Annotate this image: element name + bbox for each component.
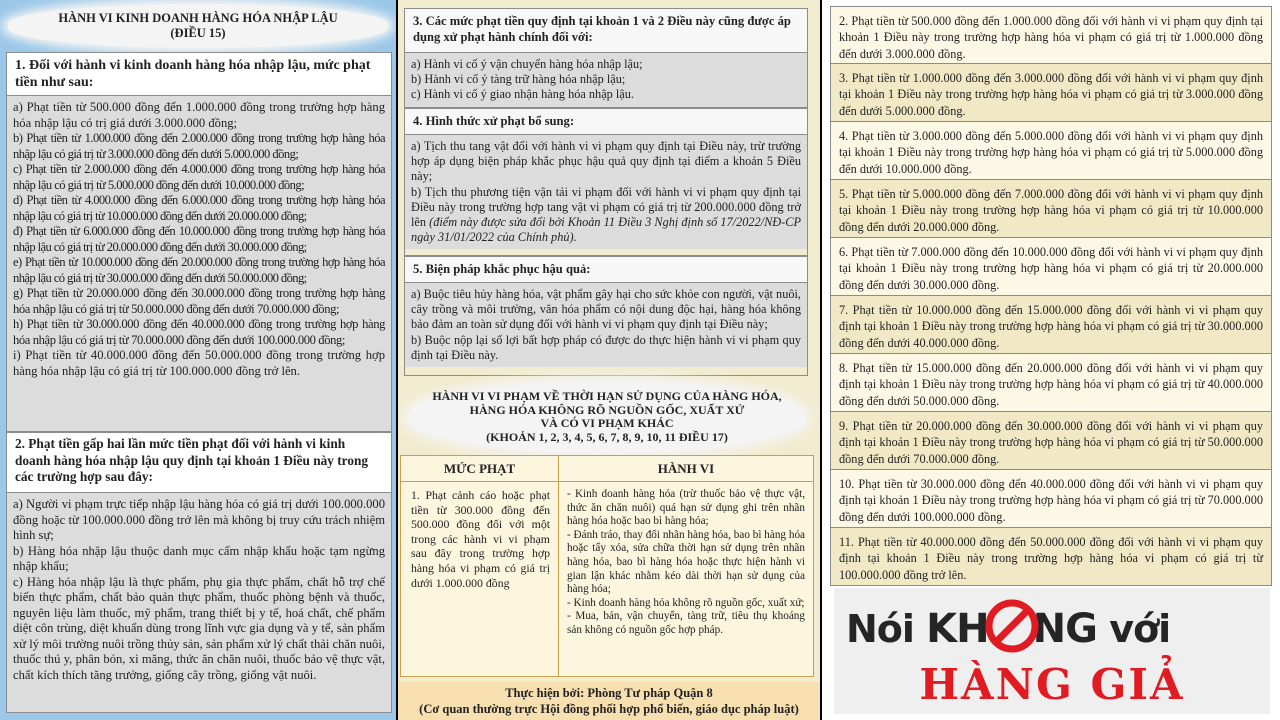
article-17-title-line: HÀNG HÓA KHÔNG RÕ NGUỒN GỐC, XUẤT XỨ xyxy=(469,402,745,417)
section-5-body xyxy=(405,283,807,367)
section-3-item: b) Hành vi cố ý tàng trữ hàng hóa nhập lậu; xyxy=(411,72,626,87)
penalty-list-item: 9. Phạt tiền từ 20.000.000 đồng đến 30.000.000 đồng đối với hành vi vi phạm quy định tại khoản 1 Điều này trong trường hợp hàng hóa vi phạm có giá trị từ 50.000.000 đồng đến dưới 70.000.000 đồng. xyxy=(830,412,1272,470)
section-5-heading: 5. Biện pháp khắc phục hậu quả: xyxy=(405,257,807,283)
logo-word-noi: Nói xyxy=(846,607,914,651)
penalty-list xyxy=(830,6,1272,586)
prohibition-icon xyxy=(982,596,1042,656)
section-4-item-b xyxy=(411,185,801,246)
logo-word-voi: với xyxy=(1109,607,1171,651)
penalty-list-item: 8. Phạt tiền từ 15.000.000 đồng đến 20.000.000 đồng đối với hành vi vi phạm quy định tại khoản 1 Điều này trong trường hợp hàng hóa vi phạm có giá trị từ 40.000.000 đồng đến dưới 50.000.000 đồng. xyxy=(830,354,1272,412)
penalty-cell: 1. Phạt cảnh cáo hoặc phạt tiền từ 300.000 đồng đến 500.000 đồng đối với một trong các hành vi vi phạm sau đây trong trường hợp hàng hóa vi phạm có giá trị dưới 1.000.000 đồng xyxy=(401,482,559,676)
logo-word-khong-start: KH xyxy=(926,606,989,652)
credits-line1: Thực hiện bởi: Phòng Tư pháp Quận 8 xyxy=(505,686,713,700)
section-4-item-a: a) Tịch thu tang vật đối với hành vi vi phạm quy định tại Điều này, trừ trường hợp áp dụng biện pháp khắc phục hậu quả quy định tại điểm a khoản 5 Điều này; xyxy=(411,139,801,184)
logo-slogan-line2: HÀNG GIẢ xyxy=(919,660,1185,709)
behavior-item: - Mua, bán, vận chuyển, tàng trữ, tiêu thụ khoáng sản không có nguồn gốc hợp pháp. xyxy=(567,610,805,636)
section-2-heading: 2. Phạt tiền gấp hai lần mức tiền phạt đối với hành vi kinh doanh hàng hóa nhập lậu quy định tại khoản 1 Điều này trong các trường hợp sau đây: xyxy=(7,433,391,493)
penalty-list-item: 2. Phạt tiền từ 500.000 đồng đến 1.000.000 đồng đối với hành vi vi phạm quy định tại khoản 1 Điều này trong trường hợp hàng hóa vi phạm có giá trị từ 1.000.000 đồng đến dưới 3.000.000 đồng. xyxy=(830,6,1272,64)
article-15-panel xyxy=(0,0,396,720)
section-5-box xyxy=(404,256,808,376)
section-5-item: a) Buộc tiêu hủy hàng hóa, vật phẩm gây hại cho sức khỏe con người, vật nuôi, cây trồng và môi trường, văn hóa phẩm có nội dung độc hại, hàng hóa không bảo đảm an toàn sử dụng đối với hành vi vi phạm quy định tại Điều này; xyxy=(411,287,801,332)
section-1-item: d) Phạt tiền từ 4.000.000 đồng đến 6.000.000 đồng trong trường hợp hàng hóa nhập lậu có giá trị từ 10.000.000 đồng đến dưới 20.000.000 đồng; xyxy=(13,193,385,223)
section-2-body xyxy=(7,493,391,712)
penalty-list-item: 10. Phạt tiền từ 30.000.000 đồng đến 40.000.000 đồng đối với hành vi vi phạm quy định tại khoản 1 Điều này trong trường hợp hàng hóa vi phạm có giá trị từ 70.000.000 đồng đến dưới 100.000.000 đồng. xyxy=(830,470,1272,528)
logo-word-khong-end: NG xyxy=(1032,606,1097,652)
penalty-column-header: MỨC PHẠT xyxy=(401,456,559,482)
article-17-title xyxy=(410,382,804,452)
penalty-table xyxy=(400,455,814,677)
article-15-title xyxy=(8,4,388,48)
section-2-item: c) Hàng hóa nhập lậu là thực phẩm, phụ gia thực phẩm, chất hỗ trợ chế biến thực phẩm, chất bảo quản thực phẩm, thuốc phòng bệnh và thuốc, nguyên liệu làm thuốc, mỹ phẩm, trang thiết bị y tế, hoá chất, chế phẩm diệt côn trùng, diệt khuẩn dùng trong lĩnh vực gia dụng và y tế, sản phẩm xử lý môi trường nuôi trồng thủy sản, sản phẩm xử lý chất thải chăn nuôi, thuốc thú y, phân bón, xi măng, thức ăn chăn nuôi, thuốc bảo vệ thực vật, chất kích thích tăng trưởng, giống cây trồng, giống vật nuôi. xyxy=(13,574,385,682)
section-2-item: b) Hàng hóa nhập lậu thuộc danh mục cấm nhập khẩu hoặc tạm ngừng nhập khẩu; xyxy=(13,543,385,573)
penalty-list-item: 4. Phạt tiền từ 3.000.000 đồng đến 5.000.000 đồng đối với hành vi vi phạm quy định tại khoản 1 Điều này trong trường hợp hàng hóa vi phạm có giá trị từ 5.000.000 đồng đến dưới 10.000.000 đồng. xyxy=(830,122,1272,180)
article-15-title-line2: (ĐIỀU 15) xyxy=(170,26,226,40)
penalty-list-item: 6. Phạt tiền từ 7.000.000 đồng đến 10.000.000 đồng đối với hành vi vi phạm quy định tại khoản 1 Điều này trong trường hợp hàng hóa vi phạm có giá trị từ 20.000.000 đồng đến dưới 30.000.000 đồng. xyxy=(830,238,1272,296)
section-1-item: i) Phạt tiền từ 40.000.000 đồng đến 50.000.000 đồng trong trường hợp hàng hóa nhập lậu có giá trị từ 100.000.000 đồng trở lên. xyxy=(13,348,385,378)
section-1-item: đ) Phạt tiền từ 6.000.000 đồng đến 10.000.000 đồng trong trường hợp hàng hóa nhập lậu có giá trị từ 20.000.000 đồng đến dưới 30.000.000 đồng; xyxy=(13,224,385,254)
section-3-item: c) Hành vi cố ý giao nhận hàng hóa nhập lậu. xyxy=(411,87,634,102)
credits-footer xyxy=(398,682,820,720)
section-2-box xyxy=(6,432,392,713)
credits-line2: (Cơ quan thường trực Hội đồng phối hợp phổ biến, giáo dục pháp luật) xyxy=(419,701,799,716)
section-3-heading: 3. Các mức phạt tiền quy định tại khoản 1 và 2 Điều này cũng được áp dụng xử phạt hành chính đối với: xyxy=(405,9,807,53)
section-1-item: c) Phạt tiền từ 2.000.000 đồng đến 4.000.000 đồng trong trường hợp hàng hóa nhập lậu có giá trị từ 5.000.000 đồng đến dưới 10.000.000 đồng; xyxy=(13,162,385,192)
article-17-title-line: HÀNH VI VI PHẠM VỀ THỜI HẠN SỬ DỤNG CỦA HÀNG HÓA, xyxy=(432,389,782,403)
section-4-heading: 4. Hình thức xử phạt bổ sung: xyxy=(405,109,807,135)
behavior-item: - Kinh doanh hàng hóa không rõ nguồn gốc, xuất xứ; xyxy=(567,596,805,609)
section-2-item: a) Người vi phạm trực tiếp nhập lậu hàng hóa có giá trị dưới 100.000.000 đồng hoặc từ 100.000.000 đồng trở lên mà không bị truy cứu trách nhiệm hình sự; xyxy=(13,497,385,542)
behavior-item: - Kinh doanh hàng hóa (trừ thuốc bảo vệ thực vật, thức ăn chăn nuôi) quá hạn sử dụng ghi trên nhãn hàng hóa hoặc bao bì hàng hóa; xyxy=(567,488,805,528)
section-5-item: b) Buộc nộp lại số lợi bất hợp pháp có được do thực hiện hành vi vi phạm quy định tại Điều này. xyxy=(411,332,801,362)
section-1-item: a) Phạt tiền từ 500.000 đồng đến 1.000.000 đồng trong trường hợp hàng hóa nhập lậu có trị giá dưới 3.000.000 đồng; xyxy=(13,100,385,130)
penalty-list-item: 5. Phạt tiền từ 5.000.000 đồng đến 7.000.000 đồng đối với hành vi vi phạm quy định tại khoản 1 Điều này trong trường hợp hàng hóa vi phạm có giá trị từ 10.000.000 đồng đến dưới 20.000.000 đồng. xyxy=(830,180,1272,238)
section-1-heading: 1. Đối với hành vi kinh doanh hàng hóa nhập lậu, mức phạt tiền như sau: xyxy=(7,53,391,96)
behavior-cell xyxy=(559,482,813,676)
penalty-list-item: 7. Phạt tiền từ 10.000.000 đồng đến 15.000.000 đồng đối với hành vi vi phạm quy định tại khoản 1 Điều này trong trường hợp hàng hóa vi phạm có giá trị từ 30.000.000 đồng đến dưới 40.000.000 đồng. xyxy=(830,296,1272,354)
section-1-item: g) Phạt tiền từ 20.000.000 đồng đến 30.000.000 đồng trong trường hợp hàng hóa nhập lậu có giá trị từ 50.000.000 đồng đến dưới 70.000.000 đồng; xyxy=(13,286,385,316)
article-17-title-line: VÀ CÓ VI PHẠM KHÁC xyxy=(540,416,674,430)
article-15-continued-panel xyxy=(398,0,820,720)
section-1-body xyxy=(7,96,391,431)
section-3-body xyxy=(405,53,807,107)
section-1-item: h) Phạt tiền từ 30.000.000 đồng đến 40.000.000 đồng trong trường hợp hàng hóa nhập lậu có giá trị từ 70.000.000 đồng đến dưới 100.000.000 đồng; xyxy=(13,317,385,347)
section-1-box xyxy=(6,52,392,432)
no-counterfeit-logo xyxy=(834,588,1270,714)
section-3-box xyxy=(404,8,808,108)
section-4-body xyxy=(405,135,807,249)
section-3-item: a) Hành vi cố ý vận chuyển hàng hóa nhập lậu; xyxy=(411,57,643,71)
penalty-list-item: 3. Phạt tiền từ 1.000.000 đồng đến 3.000.000 đồng đối với hành vi vi phạm quy định tại khoản 1 Điều này trong trường hợp hàng hóa vi phạm có giá trị từ 3.000.000 đồng đến dưới 5.000.000 đồng. xyxy=(830,64,1272,122)
behavior-item: - Đánh tráo, thay đổi nhãn hàng hóa, bao bì hàng hóa hoặc tẩy xóa, sửa chữa thời hạn sử dụng trên nhãn hàng hóa, bao bì hàng hóa hoặc thực hiện hành vi gian lận khác nhằm kéo dài thời hạn sử dụng của hàng hóa; xyxy=(567,528,805,596)
article-17-title-line: (KHOẢN 1, 2, 3, 4, 5, 6, 7, 8, 9, 10, 11 ĐIỀU 17) xyxy=(486,429,728,444)
behavior-column-header: HÀNH VI xyxy=(559,456,813,482)
section-4-item-b-text: b) Tịch thu phương tiện vận tải vi phạm đối với hành vi vi phạm quy định tại Điều này trong trường hợp tang vật vi phạm có giá trị từ 200.000.000 đồng trở lên xyxy=(411,184,801,230)
section-4-box xyxy=(404,108,808,256)
penalty-list-item: 11. Phạt tiền từ 40.000.000 đồng đến 50.000.000 đồng đối với hành vi vi phạm quy định tại khoản 1 Điều này trong trường hợp hàng hóa vi phạm có giá trị từ 100.000.000 đồng trở lên. xyxy=(830,528,1272,586)
article-15-title-line1: HÀNH VI KINH DOANH HÀNG HÓA NHẬP LẬU xyxy=(58,11,338,25)
amendment-note: (điểm này được sửa đổi bởi Khoản 11 Điều 3 Nghị định số 17/2022/NĐ-CP ngày 31/01/2022 của Chính phủ). xyxy=(411,215,801,245)
section-1-item: b) Phạt tiền từ 1.000.000 đồng đến 2.000.000 đồng trong trường hợp hàng hóa nhập lậu có giá trị từ 3.000.000 đồng đến dưới 5.000.000 đồng; xyxy=(13,131,385,161)
section-1-item: e) Phạt tiền từ 10.000.000 đồng đến 20.000.000 đồng trong trường hợp hàng hóa nhập lậu có giá trị từ 30.000.000 đồng đến dưới 50.000.000 đồng; xyxy=(13,255,385,285)
